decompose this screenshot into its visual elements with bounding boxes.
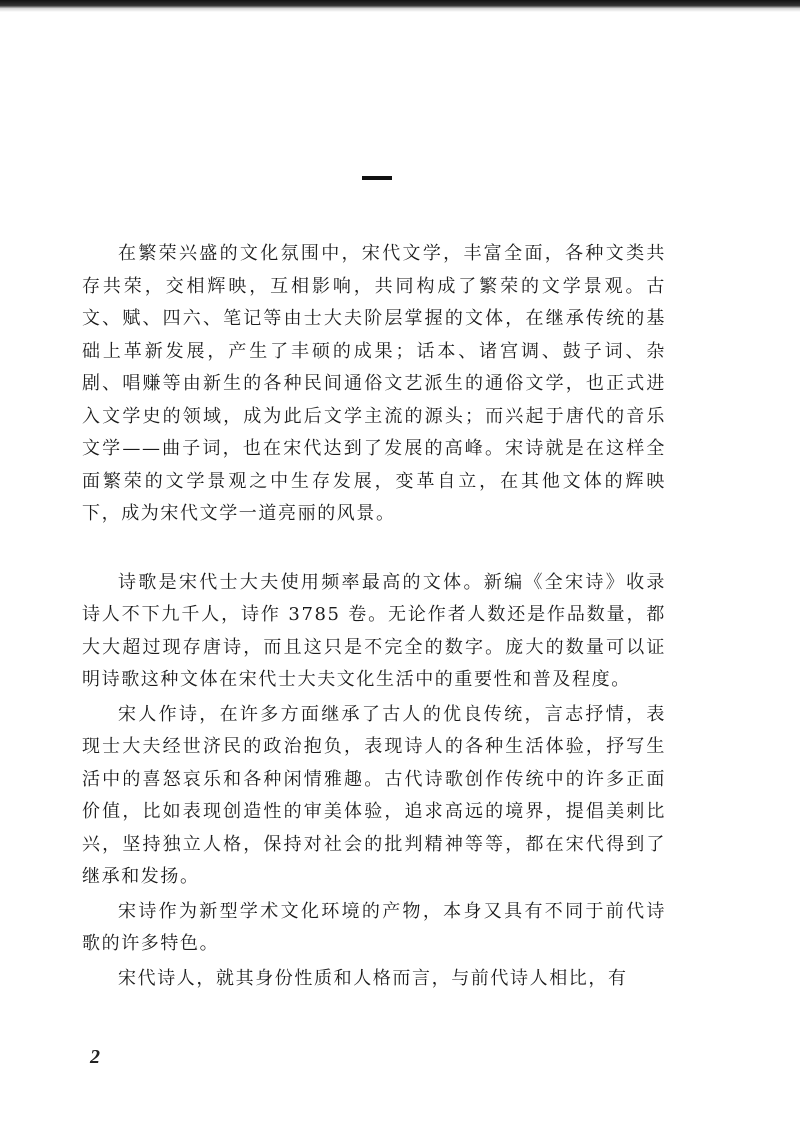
page-top-edge (0, 0, 800, 8)
paragraph-5: 宋代诗人，就其身份性质和人格而言，与前代诗人相比，有 (118, 967, 628, 989)
chapter-numeral (362, 176, 392, 180)
paragraph-1: 在繁荣兴盛的文化氛围中，宋代文学，丰富全面，各种文类共存共荣，交相辉映，互相影响，共同构成了繁荣的文学景观。古文、赋、四六、笔记等由士大夫阶层掌握的文体，在继承传统的基础上革新发展，产生了丰硕的成果；话本、诸宫调、鼓子词、杂剧、唱赚等由新生的各种民间通俗文艺派生的通俗文学，也正式进入文学史的领域，成为此后文学主流的源头；而兴起于唐代的音乐文学——曲子词，也在宋代达到了发展的高峰。宋诗就是在这样全面繁荣的文学景观之中生存发展，变革自立，在其他文体的辉映下，成为宋代文学一道亮丽的风景。 (82, 243, 666, 524)
page-top-edge-shadow (0, 8, 800, 12)
page-number: 2 (90, 1046, 100, 1068)
paragraph-3: 宋人作诗，在许多方面继承了古人的优良传统，言志抒情，表现士大夫经世济民的政治抱负，表现诗人的各种生活体验，抒写生活中的喜怒哀乐和各种闲情雅趣。古代诗歌创作传统中的许多正面价值，比如表现创造性的审美体验，追求高远的境界，提倡美刺比兴，坚持独立人格，保持对社会的批判精神等等，都在宋代得到了继承和发扬。 (82, 703, 666, 887)
body-text (82, 238, 666, 995)
paragraph-4: 宋诗作为新型学术文化环境的产物，本身又具有不同于前代诗歌的许多特色。 (82, 900, 666, 954)
paragraph-2: 诗歌是宋代士大夫使用频率最高的文体。新编《全宋诗》收录诗人不下九千人，诗作 3785 卷。无论作者人数还是作品数量，都大大超过现存唐诗，而且这只是不完全的数字。庞大的数量可以证明诗歌这种文体在宋代士大夫文化生活中的重要性和普及程度。 (82, 571, 666, 690)
